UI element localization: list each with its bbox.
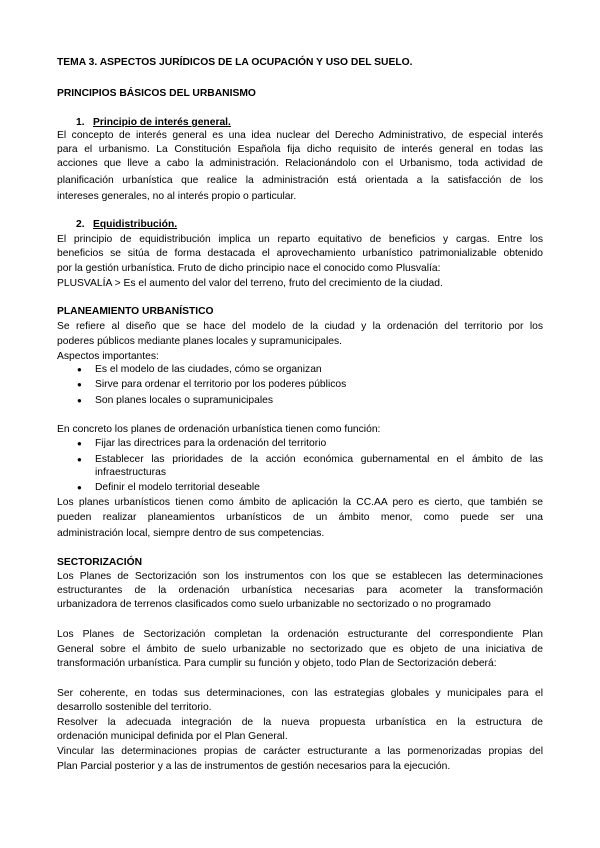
function-item: Definir el modelo territorial deseable: [95, 482, 260, 493]
sectorizacion-heading: SECTORIZACIÓN: [57, 557, 143, 568]
planeamiento-heading: PLANEAMIENTO URBANÍSTICO: [57, 306, 214, 317]
item1-title: Principio de interés general.: [93, 117, 231, 128]
item1-line: planificación urbanística que realice la administración está orientada a la satisfacción de los: [57, 175, 543, 186]
sectorizacion-p2-line: General sobre el ámbito de suelo urbanizable no sectorizado que es objeto de una iniciativa de: [57, 644, 543, 655]
bullet-icon: ●: [77, 380, 82, 389]
bullet-icon: ●: [77, 483, 82, 492]
item1-line: El concepto de interés general es una idea nuclear del Derecho Administrativo, de especial interés: [57, 130, 543, 141]
bullet-icon: ●: [77, 455, 82, 464]
item1-line: intereses generales, no al interés propio o particular.: [57, 191, 297, 202]
sectorizacion-p3-line: Vincular las determinaciones propias de carácter estructurante a las pormenorizadas propias del: [57, 746, 543, 757]
planeamiento-closing-line: Los planes urbanísticos tienen como ámbito de aplicación la CC.AA pero es cierto, que también se: [57, 497, 543, 508]
sectorizacion-p1-line: urbanizadora de terrenos clasificados como suelo urbanizable no sectorizado o no programado: [57, 599, 491, 610]
planeamiento-closing-line: pueden realizar planeamientos urbanísticos de un ámbito menor, como puede ser una: [57, 512, 543, 523]
aspects-label: Aspectos importantes:: [57, 351, 159, 362]
planeamiento-intro-line: poderes públicos mediante planes locales y supramunicipales.: [57, 336, 343, 347]
sectorizacion-p1-line: Los Planes de Sectorización son los instrumentos con los que se establecen las determinaciones: [57, 571, 543, 582]
item2-line: PLUSVALÍA > Es el aumento del valor del terreno, fruto del crecimiento de la ciudad.: [57, 278, 443, 289]
sectorizacion-p3-line: Ser coherente, en todas sus determinaciones, con las estrategias globales y municipales para el: [57, 688, 543, 699]
item2-line: por la gestión urbanística. Fruto de dicho principio nace el conocido como Plusvalía:: [57, 263, 441, 274]
item2-line: El principio de equidistribución implica un reparto equitativo de beneficios y cargas. Entre los: [57, 234, 543, 245]
item1-number: 1.: [76, 117, 85, 128]
sectorizacion-p3-line: ordenación municipal definida por el Plan General.: [57, 731, 288, 742]
planeamiento-closing-line: administración local, siempre dentro de sus competencias.: [57, 528, 325, 539]
sectorizacion-p2-line: transformación urbanística. Para cumplir su función y objeto, todo Plan de Sectorización deberá:: [57, 658, 497, 669]
sectorizacion-p1-line: estructurantes de la ordenación urbanística necesarias para acometer la transformación: [57, 585, 543, 596]
sectorizacion-p2-line: Los Planes de Sectorización completan la ordenación estructurante del correspondiente Plan: [57, 629, 543, 640]
sectorizacion-p3-line: Resolver la adecuada integración de la nueva propuesta urbanística en la estructura de: [57, 717, 543, 728]
item1-line: para el urbanismo. La Constitución Española fija dicho requisito de interés general en todas las: [57, 144, 543, 155]
planeamiento-intro-line: Se refiere al diseño que se hace del modelo de la ciudad y la ordenación del territorio por los: [57, 321, 543, 332]
item2-title: Equidistribución.: [93, 219, 178, 230]
aspect-item: Son planes locales o supramunicipales: [95, 395, 274, 406]
aspect-item: Sirve para ordenar el territorio por los poderes públicos: [95, 379, 347, 390]
function-item: Fijar las directrices para la ordenación del territorio: [95, 438, 327, 449]
bullet-icon: ●: [77, 439, 82, 448]
bullet-icon: ●: [77, 396, 82, 405]
principios-heading: PRINCIPIOS BÁSICOS DEL URBANISMO: [57, 88, 256, 99]
sectorizacion-p3-line: Plan Parcial posterior y a las de instrumentos de gestión necesarios para la ejecución.: [57, 761, 451, 772]
item2-line: beneficios se sitúa de forma destacada el aprovechamiento urbanístico patrimonializable obtenido: [57, 248, 543, 259]
bullet-icon: ●: [77, 365, 82, 374]
function-intro: En concreto los planes de ordenación urbanística tienen como función:: [57, 424, 381, 435]
item2-number: 2.: [76, 219, 85, 230]
function-item: Establecer las prioridades de la acción económica gubernamental en el ámbito de las: [95, 454, 543, 465]
item1-line: acciones que lleve a cabo la administración. Relacionándolo con el Urbanismo, toda actividad de: [57, 158, 543, 169]
sectorizacion-p3-line: desarrollo sostenible del territorio.: [57, 702, 212, 713]
aspect-item: Es el modelo de las ciudades, cómo se organizan: [95, 364, 322, 375]
function-item-continued: infraestructuras: [95, 467, 166, 478]
document-title: TEMA 3. ASPECTOS JURÍDICOS DE LA OCUPACIÓN Y USO DEL SUELO.: [57, 57, 413, 68]
